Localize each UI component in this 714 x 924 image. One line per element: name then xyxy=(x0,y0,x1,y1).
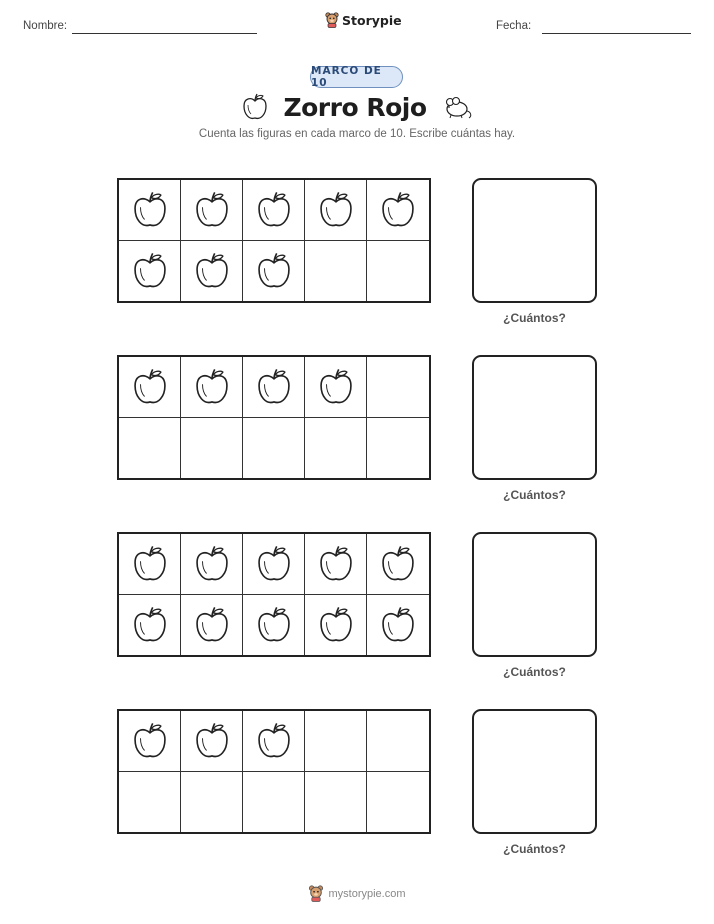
frame-cell xyxy=(181,772,243,833)
apple-icon xyxy=(193,189,231,231)
bear-mascot-icon xyxy=(308,885,324,902)
apple-icon xyxy=(317,366,355,408)
apple-icon xyxy=(193,720,231,762)
storypie-logo xyxy=(325,12,402,28)
apple-icon xyxy=(317,189,355,231)
frame-cell xyxy=(367,357,429,418)
frame-cell xyxy=(181,357,243,418)
frame-cell xyxy=(119,711,181,772)
frame-cell xyxy=(181,418,243,479)
frame-cell xyxy=(367,534,429,595)
ten-frame-4 xyxy=(117,709,431,834)
name-line[interactable] xyxy=(72,33,257,34)
apple-icon xyxy=(379,543,417,585)
frame-cell xyxy=(181,711,243,772)
frame-cell xyxy=(305,357,367,418)
answer-box-1[interactable] xyxy=(472,178,597,303)
bear-mascot-icon xyxy=(325,12,339,28)
apple-icon xyxy=(131,189,169,231)
frame-cell xyxy=(243,357,305,418)
ten-frame-2 xyxy=(117,355,431,480)
answer-box-3[interactable] xyxy=(472,532,597,657)
page-title: Zorro Rojo xyxy=(283,92,427,122)
apple-icon xyxy=(241,92,269,122)
frame-cell xyxy=(305,241,367,302)
date-line[interactable] xyxy=(542,33,691,34)
frame-cell xyxy=(181,595,243,656)
frame-cell xyxy=(243,241,305,302)
frame-cell xyxy=(119,595,181,656)
frame-cell xyxy=(305,534,367,595)
answer-label-4: ¿Cuántos? xyxy=(503,842,566,856)
answer-label-2: ¿Cuántos? xyxy=(503,488,566,502)
frame-cell xyxy=(367,595,429,656)
frame-cell xyxy=(305,418,367,479)
apple-icon xyxy=(131,366,169,408)
activity-badge: MARCO DE 10 xyxy=(310,66,403,88)
instructions: Cuenta las figuras en cada marco de 10. Escribe cuántas hay. xyxy=(198,128,516,140)
apple-icon xyxy=(131,720,169,762)
apple-icon xyxy=(255,604,293,646)
frame-cell xyxy=(367,772,429,833)
apple-icon xyxy=(131,250,169,292)
frame-cell xyxy=(181,534,243,595)
frame-cell xyxy=(119,357,181,418)
frame-cell xyxy=(243,180,305,241)
date-label: Fecha: xyxy=(496,20,532,32)
frame-cell xyxy=(305,772,367,833)
frame-cell xyxy=(119,534,181,595)
answer-box-4[interactable] xyxy=(472,709,597,834)
frame-cell xyxy=(119,241,181,302)
apple-icon xyxy=(193,366,231,408)
frame-cell xyxy=(119,772,181,833)
apple-icon xyxy=(193,250,231,292)
logo-text: Storypie xyxy=(342,12,402,28)
frame-cell xyxy=(119,180,181,241)
apple-icon xyxy=(193,543,231,585)
frame-cell xyxy=(305,711,367,772)
frame-cell xyxy=(243,595,305,656)
frame-cell xyxy=(367,711,429,772)
apple-icon xyxy=(379,189,417,231)
frame-cell xyxy=(243,418,305,479)
frame-cell xyxy=(367,418,429,479)
frame-cell xyxy=(305,595,367,656)
name-label: Nombre: xyxy=(23,20,68,32)
frame-cell xyxy=(181,180,243,241)
apple-icon xyxy=(131,543,169,585)
frame-cell xyxy=(367,180,429,241)
frame-cell xyxy=(181,241,243,302)
apple-icon xyxy=(255,366,293,408)
frame-cell xyxy=(243,534,305,595)
apple-icon xyxy=(131,604,169,646)
ten-frame-3 xyxy=(117,532,431,657)
apple-icon xyxy=(193,604,231,646)
footer xyxy=(0,885,714,902)
frame-cell xyxy=(305,180,367,241)
answer-box-2[interactable] xyxy=(472,355,597,480)
frame-cell xyxy=(243,772,305,833)
apple-icon xyxy=(255,250,293,292)
ten-frame-1 xyxy=(117,178,431,303)
answer-label-1: ¿Cuántos? xyxy=(503,311,566,325)
apple-icon xyxy=(255,189,293,231)
frame-cell xyxy=(367,241,429,302)
frame-cell xyxy=(243,711,305,772)
apple-icon xyxy=(255,720,293,762)
apple-icon xyxy=(317,543,355,585)
frame-cell xyxy=(119,418,181,479)
footer-link[interactable]: mystorypie.com xyxy=(328,887,406,900)
title-row xyxy=(0,92,714,122)
answer-label-3: ¿Cuántos? xyxy=(503,665,566,679)
apple-icon xyxy=(255,543,293,585)
apple-icon xyxy=(379,604,417,646)
apple-icon xyxy=(317,604,355,646)
mouse-icon xyxy=(441,94,473,120)
